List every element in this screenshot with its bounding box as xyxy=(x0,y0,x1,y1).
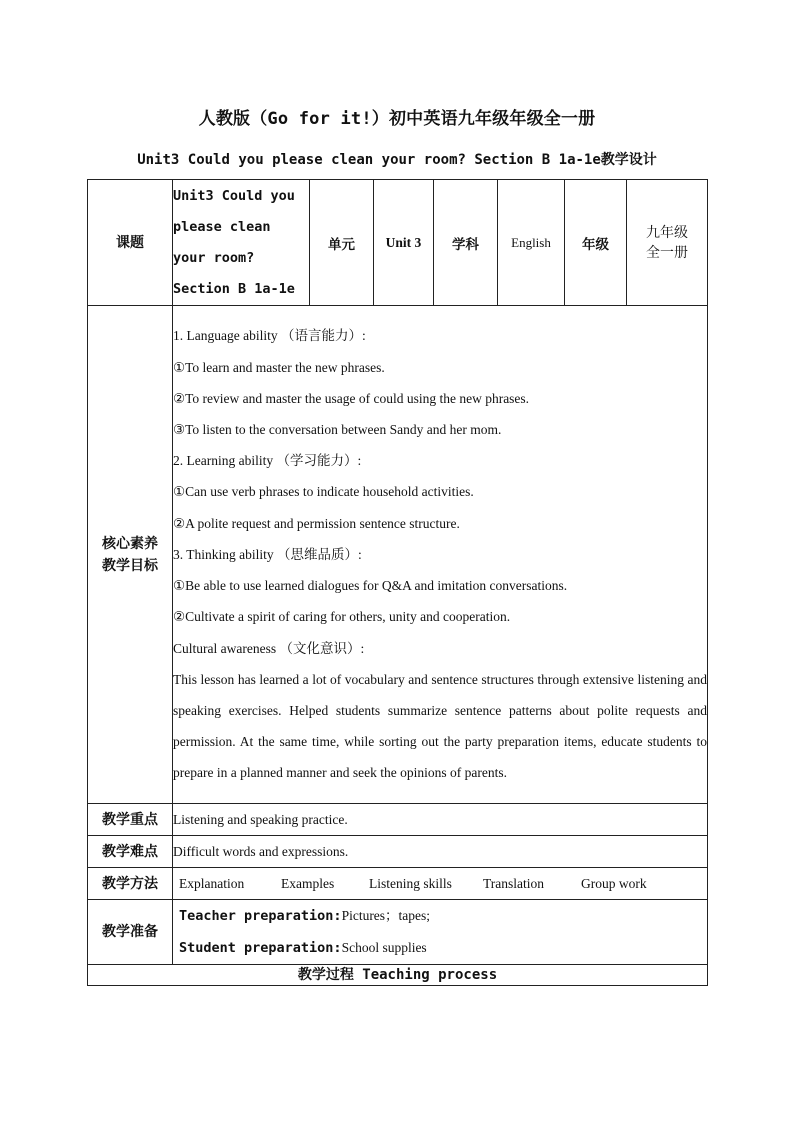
difficulties-value: Difficult words and expressions. xyxy=(173,836,708,868)
student-preparation-label: Student preparation: xyxy=(179,940,342,956)
objectives-label-line: 教学目标 xyxy=(102,557,158,574)
header-row xyxy=(88,180,708,306)
topic-line: please clean xyxy=(173,218,271,235)
objectives-row xyxy=(88,306,708,804)
method-item: Group work xyxy=(581,875,647,891)
objective-line: 2. Learning ability （学习能力）: xyxy=(173,453,362,469)
difficulties-row xyxy=(88,836,708,868)
subject-value: English xyxy=(498,180,565,306)
key-points-label: 教学重点 xyxy=(88,804,173,836)
methods-label: 教学方法 xyxy=(88,868,173,900)
teacher-preparation xyxy=(173,900,707,932)
objective-line: Cultural awareness （文化意识）: xyxy=(173,640,365,656)
topic-line: Section B 1a-1e xyxy=(173,280,295,297)
teacher-preparation-label: Teacher preparation: xyxy=(179,908,342,924)
process-row xyxy=(88,965,708,986)
method-item: Translation xyxy=(483,875,545,891)
unit-label: 单元 xyxy=(310,180,374,306)
objective-line: ②To review and master the usage of could using the new phrases. xyxy=(173,390,530,406)
objective-line: ①Be able to use learned dialogues for Q&A and imitation conversations. xyxy=(173,578,568,594)
methods-value xyxy=(173,868,708,900)
difficulties-label: 教学难点 xyxy=(88,836,173,868)
student-preparation-value: School supplies xyxy=(341,940,427,955)
process-title: 教学过程 Teaching process xyxy=(88,965,708,986)
grade-line: 九年级 xyxy=(646,224,688,241)
objective-line: ③To listen to the conversation between Sandy and her mom. xyxy=(173,422,502,438)
preparation-label: 教学准备 xyxy=(88,900,173,965)
topic-value xyxy=(173,180,310,306)
unit-value: Unit 3 xyxy=(374,180,434,306)
lesson-plan-table xyxy=(87,179,708,986)
objective-line: 3. Thinking ability （思维品质）: xyxy=(173,546,362,562)
student-preparation xyxy=(173,932,707,964)
subject-label: 学科 xyxy=(434,180,498,306)
teacher-preparation-value: Pictures；tapes; xyxy=(341,908,431,923)
preparation-row xyxy=(88,900,708,965)
key-points-value: Listening and speaking practice. xyxy=(173,804,708,836)
method-item: Examples xyxy=(281,875,335,891)
document-title: 人教版（Go for it!）初中英语九年级年级全一册 xyxy=(198,109,596,129)
methods-row xyxy=(88,868,708,900)
objectives-label xyxy=(88,306,173,804)
topic-label: 课题 xyxy=(88,180,173,306)
cultural-awareness-paragraph: This lesson has learned a lot of vocabulary and sentence structures through extensive listening and speaking exercises. Helped students summarize sentence patterns about polite requests and permission. At the same time, while sorting out the party preparation items, educate students to prepare in a planned manner and seek the opinions of parents. xyxy=(173,671,707,781)
objectives-label-line: 核心素养 xyxy=(102,535,158,552)
objectives-content xyxy=(173,306,708,804)
objective-line: ②Cultivate a spirit of caring for others, unity and cooperation. xyxy=(173,609,511,625)
topic-line: your room? xyxy=(173,249,255,266)
method-item: Listening skills xyxy=(369,875,452,891)
key-points-row xyxy=(88,804,708,836)
grade-value xyxy=(627,180,708,306)
methods-list xyxy=(173,876,707,892)
document-subtitle: Unit3 Could you please clean your room? Section B 1a-1e教学设计 xyxy=(137,152,657,168)
objective-line: 1. Language ability （语言能力）: xyxy=(173,328,366,344)
objective-line: ②A polite request and permission sentence structure. xyxy=(173,515,460,531)
grade-label: 年级 xyxy=(565,180,627,306)
objective-line: ①Can use verb phrases to indicate household activities. xyxy=(173,484,474,500)
preparation-value xyxy=(173,900,708,965)
method-item: Explanation xyxy=(179,875,245,891)
objective-line: ①To learn and master the new phrases. xyxy=(173,359,385,375)
topic-line: Unit3 Could you xyxy=(173,187,295,204)
grade-line: 全一册 xyxy=(646,244,688,261)
